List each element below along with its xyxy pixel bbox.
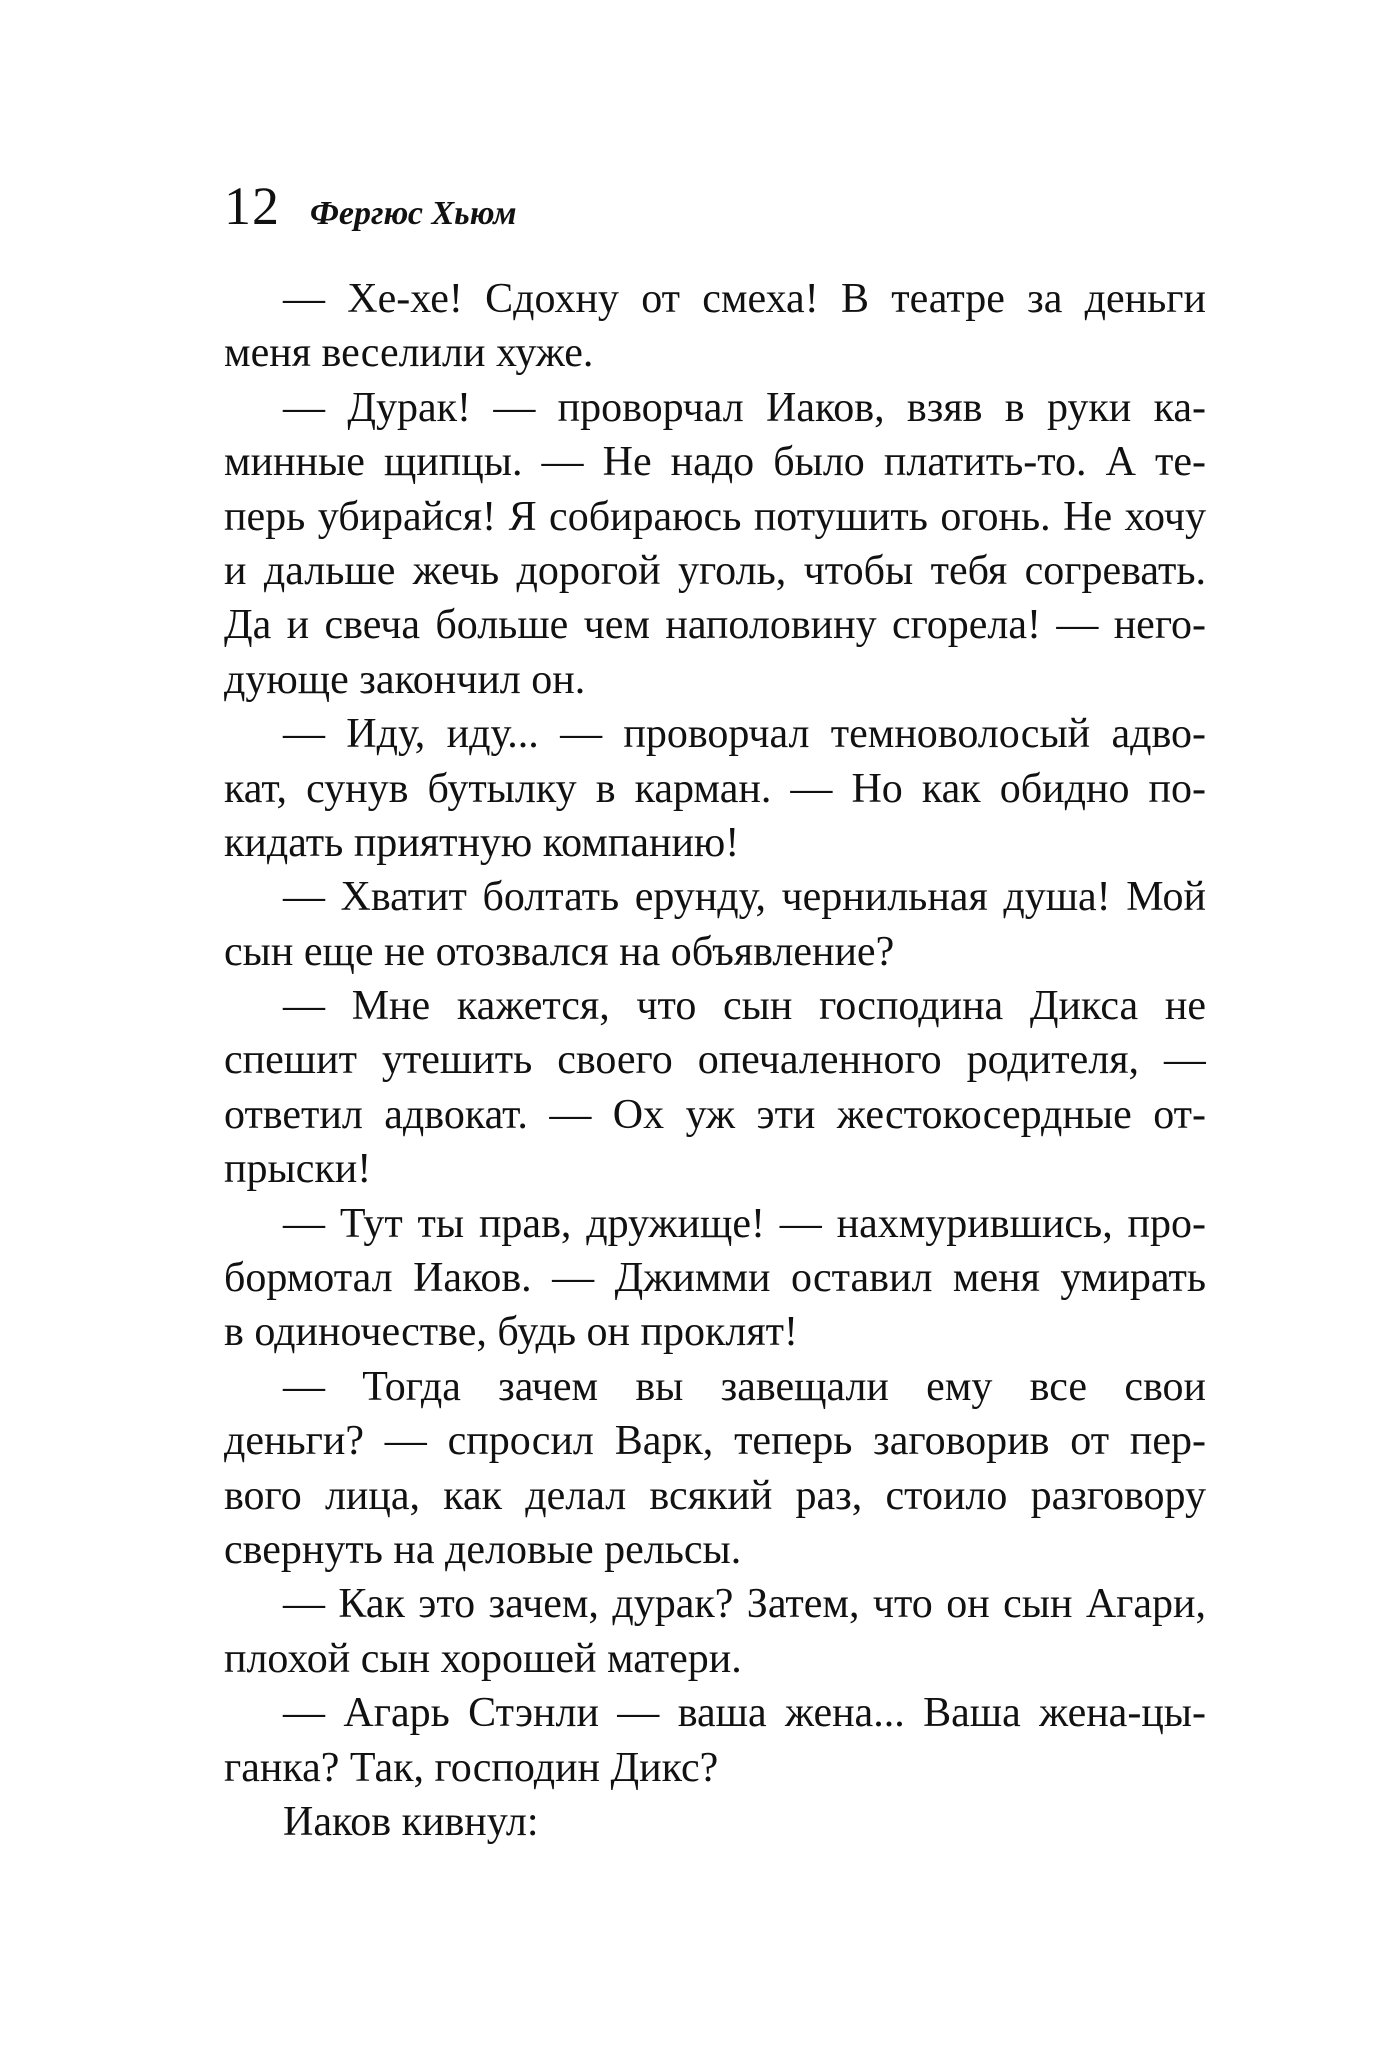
text-line: — Мне кажется, что сын господина Дикса не: [283, 983, 1206, 1030]
text-line: свернуть на деловые рельсы.: [224, 1526, 742, 1573]
text-line: — Как это зачем, дурак? Затем, что он сын Агари,: [283, 1581, 1206, 1628]
paragraph: [224, 707, 1206, 870]
paragraph: [224, 381, 1206, 707]
text-line: ганка? Так, господин Дикс?: [224, 1744, 719, 1791]
text-line: дующе закончил он.: [224, 656, 586, 703]
text-line: минные щипцы. — Не надо было платить-то. А те-: [224, 439, 1206, 486]
text-line: Да и свеча больше чем наполовину сгорела! — него-: [224, 602, 1206, 649]
text-line: кат, сунув бутылку в карман. — Но как обидно по-: [224, 765, 1206, 812]
text-line: в одиночестве, будь он проклят!: [224, 1309, 799, 1356]
body-text: [224, 272, 1206, 1849]
text-line: прыски!: [224, 1146, 372, 1193]
running-header: [224, 176, 517, 236]
paragraph: [224, 870, 1206, 979]
text-line: — Хе-хе! Сдохну от смеха! В театре за деньги: [283, 276, 1206, 322]
text-line: — Агарь Стэнли — ваша жена... Ваша жена-цы-: [283, 1690, 1206, 1737]
text-line: бормотал Иаков. — Джимми оставил меня умирать: [224, 1255, 1206, 1302]
text-line: сын еще не отозвался на объявление?: [224, 928, 895, 975]
paragraph: [224, 979, 1206, 1197]
text-line: плохой сын хорошей матери.: [224, 1635, 742, 1682]
text-line: деньги? — спросил Варк, теперь заговорив от пер-: [224, 1418, 1206, 1465]
text-line: спешит утешить своего опечаленного родителя, —: [224, 1037, 1206, 1084]
book-author: Фергюс Хьюм: [310, 195, 517, 232]
paragraph: [224, 272, 1206, 381]
paragraph: [224, 1577, 1206, 1686]
text-line: вого лица, как делал всякий раз, стоило разговору: [224, 1472, 1206, 1519]
paragraph: [224, 1360, 1206, 1578]
paragraph: [224, 1686, 1206, 1795]
text-line: кидать приятную компанию!: [224, 819, 740, 866]
text-line: — Тогда зачем вы завещали ему все свои: [283, 1363, 1206, 1410]
text-line: — Тут ты прав, дружище! — нахмурившись, про-: [283, 1200, 1206, 1247]
text-line: меня веселили хуже.: [224, 330, 594, 377]
text-line: ответил адвокат. — Ох уж эти жестокосердные от-: [224, 1091, 1206, 1138]
paragraph: [224, 1197, 1206, 1360]
text-line: — Хватит болтать ерунду, чернильная душа! Мой: [283, 874, 1206, 921]
paragraph: [224, 1795, 1206, 1849]
page-number: 12: [224, 176, 280, 236]
text-line: Иаков кивнул:: [283, 1798, 539, 1845]
text-line: — Иду, иду... — проворчал темноволосый адво-: [283, 711, 1206, 758]
text-line: — Дурак! — проворчал Иаков, взяв в руки ка-: [283, 384, 1206, 431]
text-line: перь убирайся! Я собираюсь потушить огонь. Не хочу: [224, 493, 1206, 540]
text-line: и дальше жечь дорогой уголь, чтобы тебя согревать.: [224, 547, 1206, 594]
